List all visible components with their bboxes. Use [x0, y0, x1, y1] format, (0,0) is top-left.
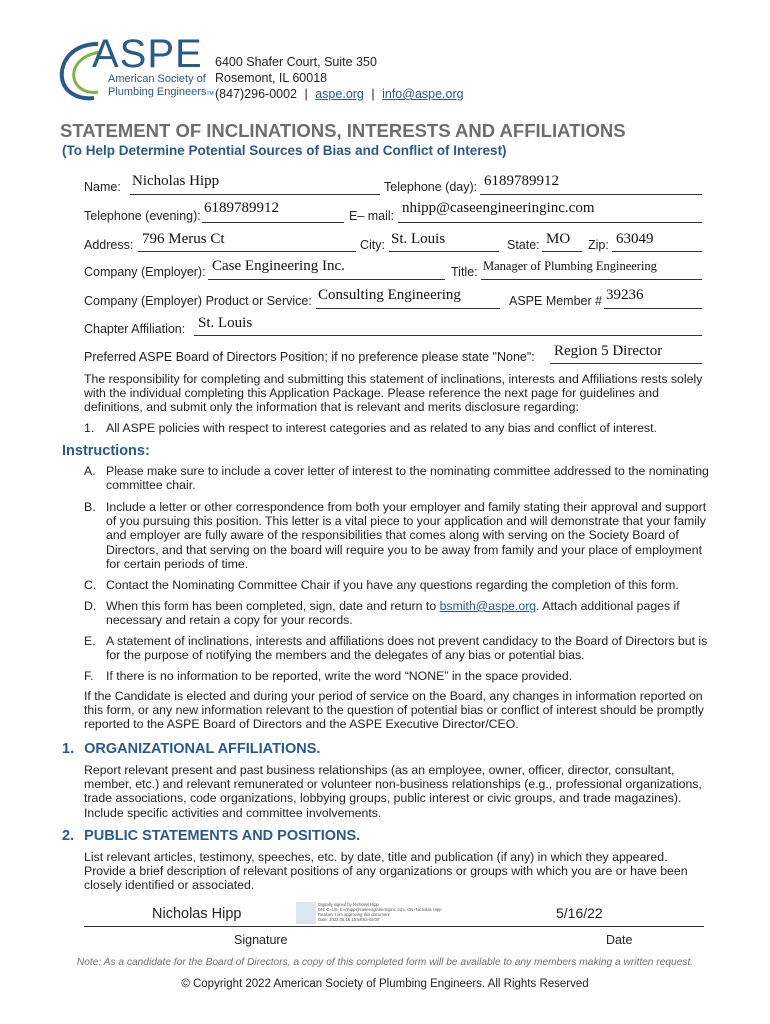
signature-field[interactable] — [84, 900, 704, 928]
instruction-text-before: When this form has been completed, sign, date and return to — [106, 599, 440, 613]
instruction-letter: F. — [84, 669, 94, 683]
section-1-heading: ORGANIZATIONAL AFFILIATIONS. — [84, 741, 321, 757]
email-link[interactable]: info@aspe.org — [382, 87, 464, 101]
instruction-letter: D. — [84, 599, 97, 613]
title-field[interactable]: Manager of Plumbing Engineering — [483, 259, 657, 273]
digital-signature-line: Reason: I am approving this document — [318, 912, 390, 917]
logo-tm: TM — [206, 91, 214, 97]
instruction-text: Contact the Nominating Committee Chair if you have any questions regarding the completion of this form. — [106, 578, 679, 592]
email-label: E– mail: — [349, 209, 395, 223]
section-1-text: Report relevant present and past business relationships (as an employee, owner, officer, director, consultant, member, etc.) and relevant remunerated or volunteer non-business relationships (e.g., professional organizations, trade associations, code organizations, lobbying groups, public interest or civic groups, and trade magazines). Include specific activities and committee involvements. — [84, 763, 702, 820]
date-label: Date — [606, 933, 633, 947]
return-email-link[interactable]: bsmith@aspe.org — [439, 599, 537, 613]
page-subtitle: (To Help Determine Potential Sources of Bias and Conflict of Interest) — [62, 143, 507, 158]
header-contact — [215, 54, 464, 102]
signature-line — [84, 926, 704, 927]
chapter-field[interactable]: St. Louis — [198, 315, 253, 331]
city-field[interactable]: St. Louis — [391, 231, 446, 247]
digital-signature-line: Digitally signed by Nicholas Hipp — [318, 902, 379, 907]
city-label: City: — [360, 238, 385, 252]
separator: | — [304, 87, 308, 101]
signature-label: Signature — [234, 933, 288, 947]
signature-date[interactable]: 5/16/22 — [556, 905, 603, 921]
intro-item-number: 1. — [84, 421, 95, 435]
copyright: © Copyright 2022 American Society of Plumbing Engineers. All Rights Reserved — [181, 978, 589, 990]
instruction-text: A statement of inclinations, interests and affiliations does not prevent candidacy to the Board of Directors but is for the purpose of notifying the members and the delegates of any bias or potential bias. — [106, 634, 708, 663]
address-field[interactable]: 796 Merus Ct — [142, 231, 225, 247]
state-label: State: — [507, 238, 540, 252]
address-line-1: 6400 Shafer Court, Suite 350 — [215, 55, 377, 69]
logo-wordmark: ASPE — [92, 32, 203, 76]
website-link[interactable]: aspe.org — [315, 87, 364, 101]
chapter-label: Chapter Affiliation: — [84, 322, 186, 336]
position-field[interactable]: Region 5 Director — [554, 343, 663, 359]
address-label: Address: — [84, 238, 134, 252]
instruction-letter: C. — [84, 578, 97, 592]
email-field[interactable]: nhipp@caseengineeringinc.com — [402, 200, 595, 216]
member-field[interactable]: 39236 — [606, 287, 644, 303]
instruction-text: Include a letter or other correspondence from both your employer and family stating their approval and support of you pursuing this position. This letter is a vital piece to your application and will demonstrate that your family and employer are fully aware of the responsibilities that comes along with serving on the Society Board of Directors, and that serving on the board will require you to be away from family and your place of employment for certain periods of time. — [106, 500, 707, 571]
phone-number: (847)296-0002 — [215, 87, 298, 101]
instruction-letter: A. — [84, 464, 96, 478]
company-label: Company (Employer): — [84, 265, 206, 279]
section-2-number: 2. — [62, 828, 75, 844]
title-label: Title: — [451, 265, 478, 279]
section-1-number: 1. — [62, 741, 75, 757]
section-2-text: List relevant articles, testimony, speeches, etc. by date, title and publication (if any) in which they appeared. Provide a brief description of relevant positions of any organizations or groups with which you are or have been closely identified or associated. — [84, 850, 688, 893]
member-label: ASPE Member # — [509, 294, 603, 308]
telephone-day-field[interactable]: 6189789912 — [484, 173, 559, 189]
product-field[interactable]: Consulting Engineering — [318, 287, 461, 303]
position-label: Preferred ASPE Board of Directors Position; if no preference please state "None": — [84, 350, 535, 364]
logo-subtitle-1: American Society of — [108, 73, 206, 85]
signature-name: Nicholas Hipp — [152, 906, 242, 922]
digital-signature-line: DN: C=US, E=nhipp@caseengineeringinc.com, CN=Nicholas Hipp — [318, 907, 442, 912]
name-label: Name: — [84, 180, 121, 194]
instruction-letter: E. — [84, 634, 96, 648]
footer-note: Note: As a candidate for the Board of Directors, a copy of this completed form will be available to any members making a written request. — [76, 957, 694, 968]
digital-signature-block — [296, 902, 446, 924]
intro-paragraph: The responsibility for completing and submitting this statement of inclinations, interests and Affiliations rests solely with the individual completing this Application Package. Please reference the next page for guidelines and definitions, and submit only the information that is relevant and merits disclosure regarding: — [84, 372, 703, 415]
zip-field[interactable]: 63049 — [616, 231, 654, 247]
product-label: Company (Employer) Product or Service: — [84, 294, 312, 308]
intro-item-text: All ASPE policies with respect to interest categories and as related to any bias and conflict of interest. — [106, 421, 657, 435]
separator: | — [371, 87, 375, 101]
instruction-text: If there is no information to be reported, write the word “NONE” in the space provided. — [106, 669, 573, 683]
candidate-paragraph: If the Candidate is elected and during your period of service on the Board, any changes in information reported on this form, or any new information relevant to the question of potential bias or conflict of interest should be promptly reported to the ASPE Board of Directors and the ASPE Executive Director/CEO. — [84, 689, 704, 732]
logo-subtitle-2: Plumbing Engineers — [108, 86, 207, 98]
instruction-letter: B. — [84, 500, 96, 514]
instruction-text — [106, 599, 710, 627]
name-field[interactable]: Nicholas Hipp — [132, 173, 220, 189]
company-field[interactable]: Case Engineering Inc. — [212, 258, 345, 274]
section-2-heading: PUBLIC STATEMENTS AND POSITIONS. — [84, 828, 361, 844]
zip-label: Zip: — [588, 238, 609, 252]
digital-signature-line: Date: 2022.05.16 15:58:53-05'00' — [318, 917, 380, 922]
aspe-logo — [58, 32, 214, 104]
telephone-evening-label: Telephone (evening): — [84, 209, 201, 223]
instruction-text: Please make sure to include a cover letter of interest to the nominating committee addressed to the nominating committee chair. — [106, 464, 709, 493]
instructions-heading: Instructions: — [62, 443, 150, 459]
telephone-day-label: Telephone (day): — [384, 180, 478, 194]
instruction-text-after: . Attach additional pages if necessary and retain a copy for your records. — [106, 599, 680, 628]
state-field[interactable]: MO — [546, 231, 571, 247]
page-title: STATEMENT OF INCLINATIONS, INTERESTS AND AFFILIATIONS — [60, 120, 626, 141]
telephone-evening-field[interactable]: 6189789912 — [204, 200, 279, 216]
address-line-2: Rosemont, IL 60018 — [215, 71, 328, 85]
digital-signature-watermark-icon — [296, 902, 316, 924]
